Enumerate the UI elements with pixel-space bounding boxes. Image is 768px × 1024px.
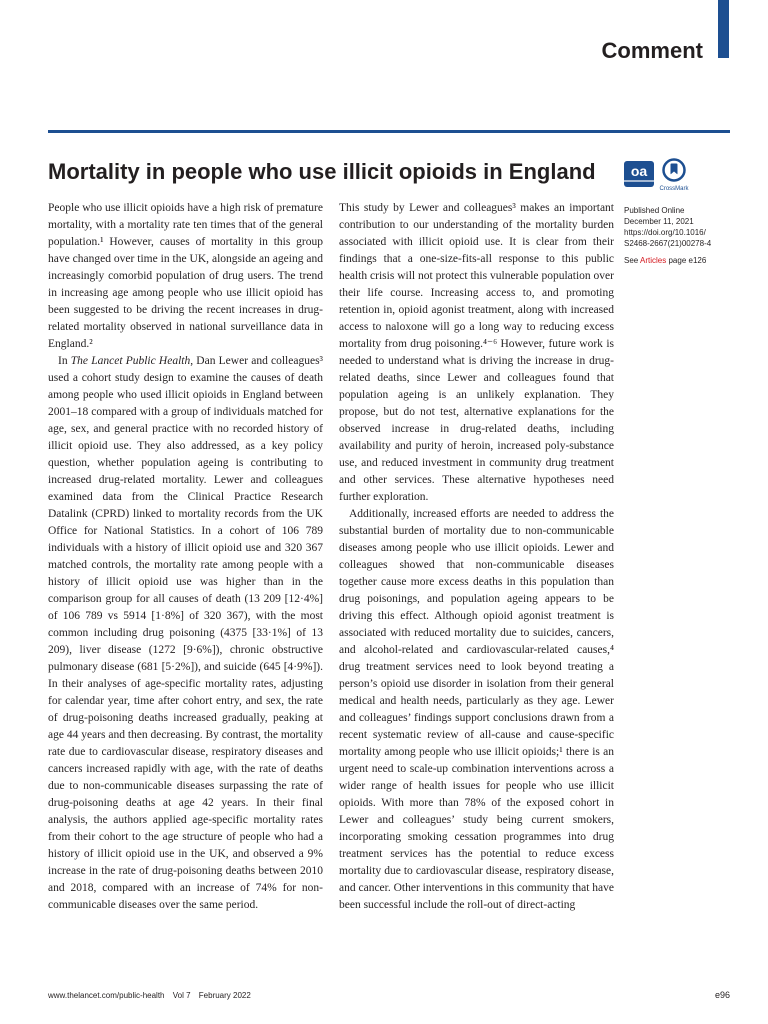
page-number: e96	[714, 990, 730, 1000]
body-column-left	[48, 200, 323, 970]
see-articles-line	[624, 255, 730, 266]
articles-link[interactable]: Articles	[640, 256, 667, 265]
body-paragraph	[48, 353, 323, 914]
journal-site[interactable]: www.thelancet.com/public-health	[48, 991, 165, 1000]
section-accent-bar	[718, 0, 729, 58]
doi-link-continued[interactable]: S2468-2667(21)00278-4	[624, 239, 712, 248]
body-paragraph: People who use illicit opioids have a high risk of premature mortality, with a mortality rate ten times that of the general population.¹ However, causes of mortality in this group have changed over time in the UK, alongside an ageing and increasingly comorbid population of drug users. The trend in increasing age among people who use illicit opioid has been suggested to be driving the recent increases in drug-related mortality observed in national surveillance data in England.²	[48, 202, 323, 350]
header-rule	[48, 130, 730, 133]
crossmark-glyph-icon	[662, 158, 686, 184]
doi-link[interactable]: https://doi.org/10.1016/	[624, 228, 706, 237]
paragraph-intro: In	[58, 355, 71, 367]
volume: Vol 7	[172, 991, 191, 1000]
journal-name: The Lancet Public Health	[70, 355, 191, 367]
open-access-icon[interactable]	[624, 161, 654, 187]
published-online-label: Published Online	[624, 206, 685, 215]
crossmark-icon[interactable]	[659, 158, 689, 198]
crossmark-label: CrossMark	[659, 186, 689, 192]
publication-info	[624, 205, 730, 266]
issue-date: February 2022	[198, 991, 251, 1000]
see-prefix: See	[624, 256, 641, 265]
publication-date: December 11, 2021	[624, 217, 694, 226]
article-title: Mortality in people who use illicit opioids in England	[48, 159, 596, 184]
footer-citation	[48, 991, 257, 1000]
open-access-label: oa	[630, 163, 648, 179]
paragraph-text: , Dan Lewer and colleagues³ used a cohort study design to examine the causes of death among people who used illicit opioids in England between 2001–18 compared with a group of individuals matched for age, sex, and general practice with no recorded history of illicit opioid use. They also addressed, as a key policy question, whether population ageing is contributing to increased drug-related mortality. Lewer and colleagues examined data from the Clinical Practice Research Datalink (CPRD) linked to mortality records from the UK Office for National Statistics. In a cohort of 106 789 individuals with a history of illicit opioid use and 320 367 matched controls, the mortality rate among people with a history of illicit opioid use was higher than in the comparison group for all causes of death (13 209 [12·4%] of 106 789 vs 5914 [1·8%] of 320 367), with the most common including drug poisoning (4375 [33·1%] of 13 209), liver disease (1272 [9·6%]), chronic obstructive pulmonary disease (681 [5·2%]), and suicide (645 [4·9%]). In their analyses of age-specific mortality rates, adjusting for calendar year, time after cohort entry, and sex, the rate of drug-poisoning deaths increased gradually, peaking at age 44 years and then decreasing. By contrast, the mortality rate due to cardiovascular disease, respiratory diseases and cancers increased rapidly with age, with the rate of deaths due to non-communicable diseases surpassing the rate of drug-poisoning deaths at age 42 years. In their final analysis, the authors applied age-specific mortality rates from their cohort to the age structure of people who had a history of illicit opioid use in the UK, and observed a 9% increase in the rate of drug-poisoning deaths between 2010 and 2018, compared with an increase of 74% for non-communicable diseases over the same period.	[48, 355, 323, 911]
body-paragraph: Additionally, increased efforts are needed to address the substantial burden of mortality due to non-communicable diseases among people who use illicit opioids. Lewer and colleagues showed that non-communicable diseases together cause more excess deaths in this population than drug poisonings, and population ageing appears to be driving this effect. Although opioid agonist treatment is associated with reduced mortality due to suicides, cancers, and alcohol-related and cardiovascular-related causes,⁴ drug treatment services need to look beyond treating a person’s opioid use disorder in isolation from their general medical and health needs, particularly as they age. Lewer and colleagues’ findings support conclusions drawn from a recent systematic review of all-cause and cause-specific mortality among people who use illicit opioids;¹ there is an urgent need to scale-up combination interventions across a wider range of health issues for people who use illicit opioids. With more than 78% of the exposed cohort in Lewer and colleagues’ study being current smokers, incorporating smoking cessation programmes into drug treatment services has the potential to reduce excess mortality due to cardiovascular disease, respiratory disease, and cancer. Other interventions in this community that have been successful include the roll-out of direct-acting	[339, 508, 614, 911]
body-column-right	[339, 200, 614, 970]
body-paragraph: This study by Lewer and colleagues³ makes an important contribution to our understanding of the mortality burden associated with illicit opioid use. It is clear from their findings that a one-size-fits-all response to this public health crisis will not protect this vulnerable population over their life course. Increasing access to, and promoting retention in, opioid agonist treatment, along with increased access to naloxone will go a long way to reducing excess mortality from drug poisoning.⁴⁻⁶ However, future work is needed to understand what is driving the increase in drug-related deaths, since Lewer and colleagues found that population ageing is an unlikely explanation. They propose, but do not test, alternative explanations for the observed increase in drug-related deaths, including availability and purity of heroin, increased poly-substance use, and reduced investment in community drug treatment and other services. These alternative hypotheses need further exploration.	[339, 202, 614, 503]
section-label: Comment	[601, 38, 703, 63]
see-suffix: page e126	[666, 256, 707, 265]
